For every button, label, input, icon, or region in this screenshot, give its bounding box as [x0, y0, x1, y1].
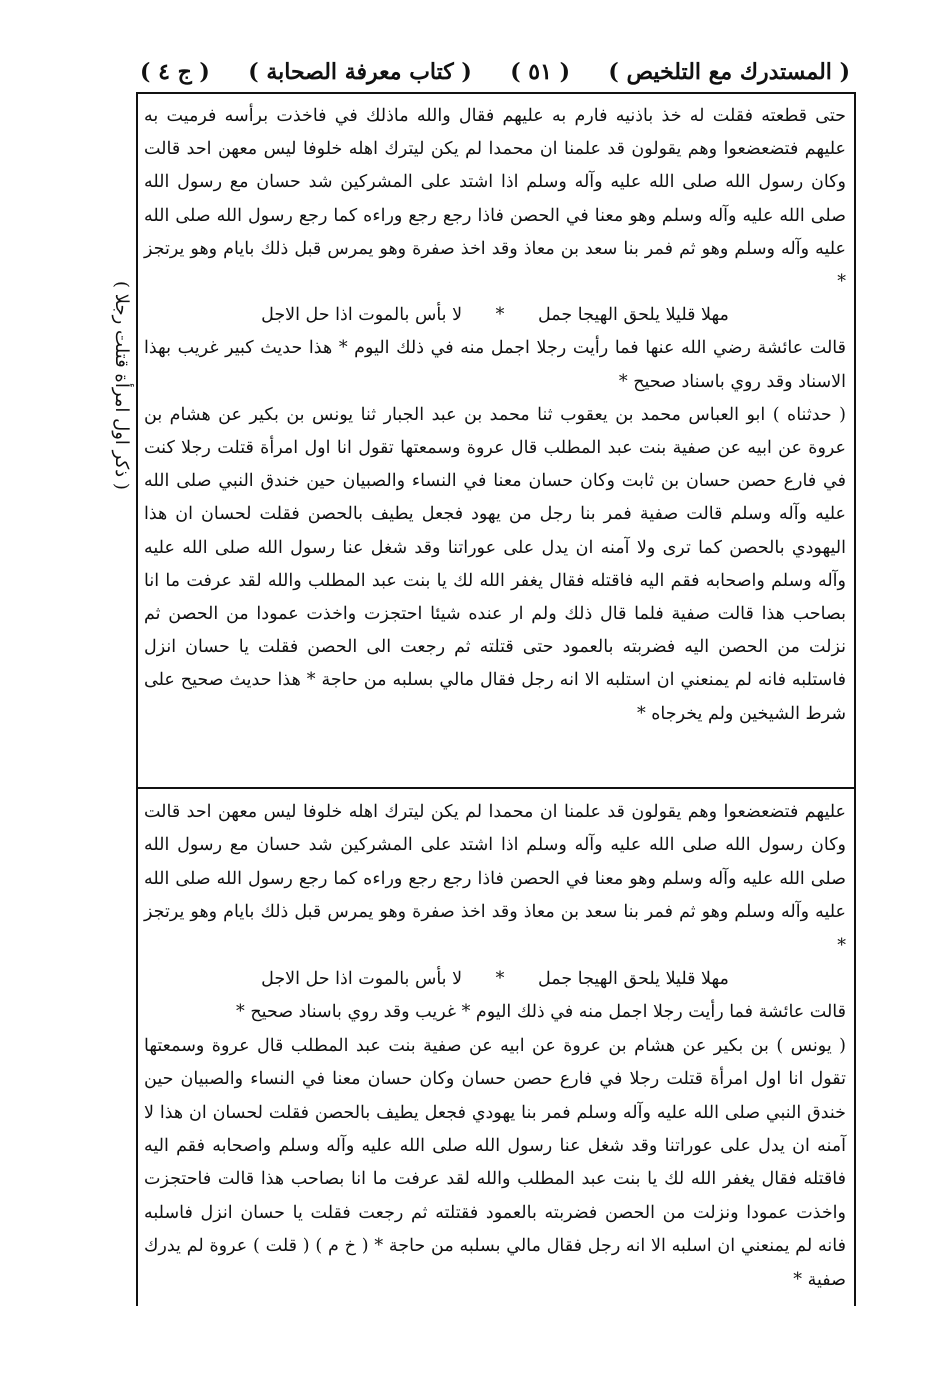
- verse-separator: *: [495, 969, 505, 990]
- paragraph: عليهم فتضعضعوا وهم يقولون قد علمنا ان محمدا لم يكن ليترك اهله خلوفا ليس معهن احد قالت وكان رسول الله صلى الله عليه وآله وسلم اذا اشتد على المشركين شد حسان مع رسول الله صلى الله عليه وآله وسلم وهو معنا في الحصن فاذا رجع رجع وراءه كما رجع رسول الله صلى الله عليه وآله وسلم وهو ثم فمر بنا سعد بن معاذ وقد اخذ صفرة وهو يمرس قبل ذلك بايام وهو يرتجز *: [144, 802, 846, 956]
- main-text-block: [144, 100, 846, 731]
- header-chapter-title: ( كتاب معرفة الصحابة ): [248, 59, 472, 85]
- paragraph: حتى قطعته فقلت له خذ باذنيه فارم به عليهم فقال والله ماذلك في فاخذت برأسه فرميت به عليهم فتضعضعوا وهم يقولون قد علمنا ان محمدا لم يكن ليترك اهله خلوفا ليس معهن احد قالت وكان رسول الله صلى الله عليه وآله وسلم اذا اشتد على المشركين شد حسان مع رسول الله صلى الله عليه وآله وسلم وهو معنا في الحصن فاذا رجع رجع وراءه كما رجع رسول الله صلى الله عليه وآله وسلم وهو ثم فمر بنا سعد بن معاذ وقد اخذ صفرة وهو يمرس قبل ذلك بايام وهو يرتجز *: [144, 106, 846, 293]
- margin-note: ( ذكر اول امرأة قتلت رجلا ): [111, 280, 132, 490]
- verse-line: [144, 299, 846, 332]
- verse-line: [144, 963, 846, 996]
- verse-separator: *: [495, 305, 505, 326]
- page-header: [140, 52, 850, 92]
- paragraph: ( يونس ) بن بكير عن هشام بن عروة عن ابيه عن صفية بنت عبد المطلب قال عروة وسمعتها تقول انا اول امرأة قتلت رجلا في فارع حصن حسان وكان حسان معنا في النساء والصبيان حين خندق النبي صلى الله عليه وآله وسلم فمر بنا يهودي فجعل يطيف بالحصن فقلت لحسان ان هذا لا آمنه ان يدل على عوراتنا وقد شغل عنا رسول الله صلى الله عليه وآله وسلم واصحابه فقم اليه فاقتله فقال يغفر الله لك يا بنت عبد المطلب والله لقد عرفت ما انا بصاحب هذا قالت فاحتجزت واخذت عمودا ونزلت من الحصن فضربته بالعمود فقتلته ثم رجعت فقلت يا حسان انزل فاسلبه فانه لم يمنعني ان اسلبه الا انه رجل فقال مالي بسلبه من حاجة * ( خ م ) ( قلت ) عروة لم يدرك صفية *: [144, 1035, 846, 1290]
- header-book-title: ( المستدرك مع التلخيص ): [608, 59, 850, 85]
- middle-rule: [136, 787, 854, 789]
- header-page-number: ( ٥١ ): [510, 59, 570, 85]
- header-volume: ( ج ٤ ): [140, 59, 210, 85]
- verse-hemistich: لا بأس بالموت اذا حل الاجل: [261, 305, 463, 326]
- verse-hemistich: مهلا قليلا يلحق الهيجا جمل: [538, 305, 729, 326]
- paragraph: قالت عائشة رضي الله عنها فما رأيت رجلا اجمل منه في ذلك اليوم * هذا حديث كبير غريب بهذا الاسناد وقد روي باسناد صحيح *: [144, 338, 846, 392]
- summary-text-block: [144, 796, 846, 1297]
- paragraph: ( حدثناه ) ابو العباس محمد بن يعقوب ثنا محمد بن عبد الجبار ثنا يونس بن بكير عن هشام بن عروة عن ابيه عن صفية بنت عبد المطلب قال عروة وسمعتها تقول انا اول امرأة قتلت رجلا كنت في فارع حصن حسان بن ثابت وكان حسان معنا في النساء والصبيان حين خندق النبي صلى الله عليه وآله وسلم قالت صفية فمر بنا رجل من يهود فجعل يطيف بالحصن فقلت لحسان ان هذا اليهودي بالحصن كما ترى ولا آمنه ان يدل على عوراتنا وقد شغل عنا رسول الله صلى الله عليه وآله وسلم واصحابه فقم اليه فاقتله فقال يغفر الله لك يا بنت عبد المطلب والله لقد عرفت ما انا بصاحب هذا قالت صفية فلما قال ذلك ولم ار عنده شيئا احتجزت واخذت عمودا من الحصن ثم نزلت من الحصن اليه فضربته بالعمود حتى قتلته ثم رجعت الى الحصن فقلت يا حسان انزل فاستلبه فانه لم يمنعني ان استلبه الا انه رجل فقال مالي بسلبه من حاجة * هذا حديث صحيح على شرط الشيخين ولم يخرجاه *: [144, 404, 846, 724]
- verse-hemistich: لا بأس بالموت اذا حل الاجل: [261, 969, 463, 990]
- paragraph: قالت عائشة فما رأيت رجلا اجمل منه في ذلك اليوم * غريب وقد روي باسناد صحيح *: [236, 1002, 846, 1023]
- verse-hemistich: مهلا قليلا يلحق الهيجا جمل: [538, 969, 729, 990]
